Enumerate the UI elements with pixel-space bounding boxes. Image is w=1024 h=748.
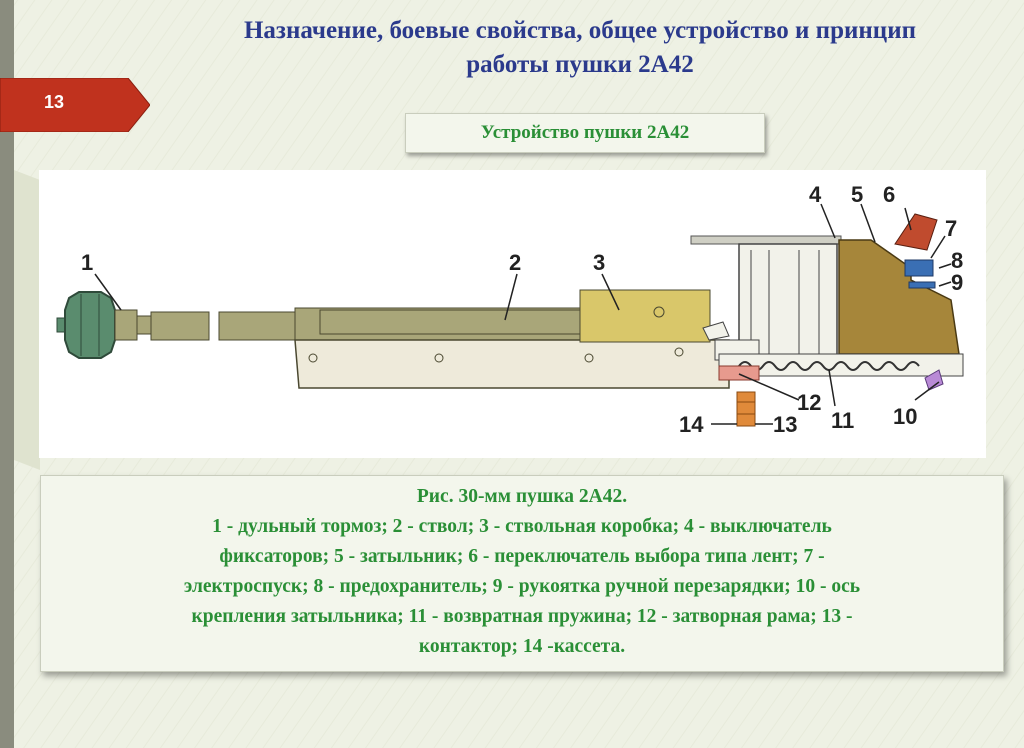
slide-number: 13 [44,92,65,112]
callout-12: 12 [797,390,822,415]
barrel [151,308,581,340]
caption-line-3: фиксаторов; 5 - затыльник; 6 - переключатель выбора типа лент; 7 - [219,546,825,567]
callout-7: 7 [945,216,958,241]
gun-diagram-panel [39,170,986,458]
callout-6: 6 [883,182,896,207]
gun-diagram [39,170,986,458]
callout-11: 11 [831,408,855,433]
caption-line-4: электроспуск; 8 - предохранитель; 9 - рукоятка ручной перезарядки; 10 - ось [183,576,861,597]
cradle-rail [295,340,729,388]
receiver [580,290,710,342]
title-line-2: работы пушки 2А42 [466,51,694,78]
subtitle-text: Устройство пушки 2А42 [480,122,690,143]
callout-5: 5 [851,182,864,207]
callout-3: 3 [593,250,606,275]
callout-10: 10 [893,404,918,429]
caption-line-1: Рис. 30-мм пушка 2А42. [416,486,628,507]
callout-8: 8 [951,248,964,273]
caption-line-6: контактор; 14 -кассета. [418,636,626,657]
slide-title [150,14,1010,82]
callout-2: 2 [509,250,522,275]
buttstock [839,214,959,354]
callout-1: 1 [81,250,94,275]
bolt-carrier-rail [719,354,963,390]
subtitle-box [405,113,765,153]
caption-line-5: крепления затыльника; 11 - возвратная пружина; 12 - затворная рама; 13 - [191,606,853,627]
callout-4: 4 [809,182,822,207]
title-line-1: Назначение, боевые свойства, общее устройство и принцип [243,17,917,44]
callout-9: 9 [951,270,964,295]
slide-number-badge [0,78,150,132]
callout-14: 14 [679,412,704,437]
callout-13: 13 [773,412,798,437]
muzzle-brake [57,292,151,358]
figure-caption [40,475,1004,672]
caption-line-2: 1 - дульный тормоз; 2 - ствол; 3 - ствольная коробка; 4 - выключатель [212,516,832,537]
cassette [737,392,755,426]
